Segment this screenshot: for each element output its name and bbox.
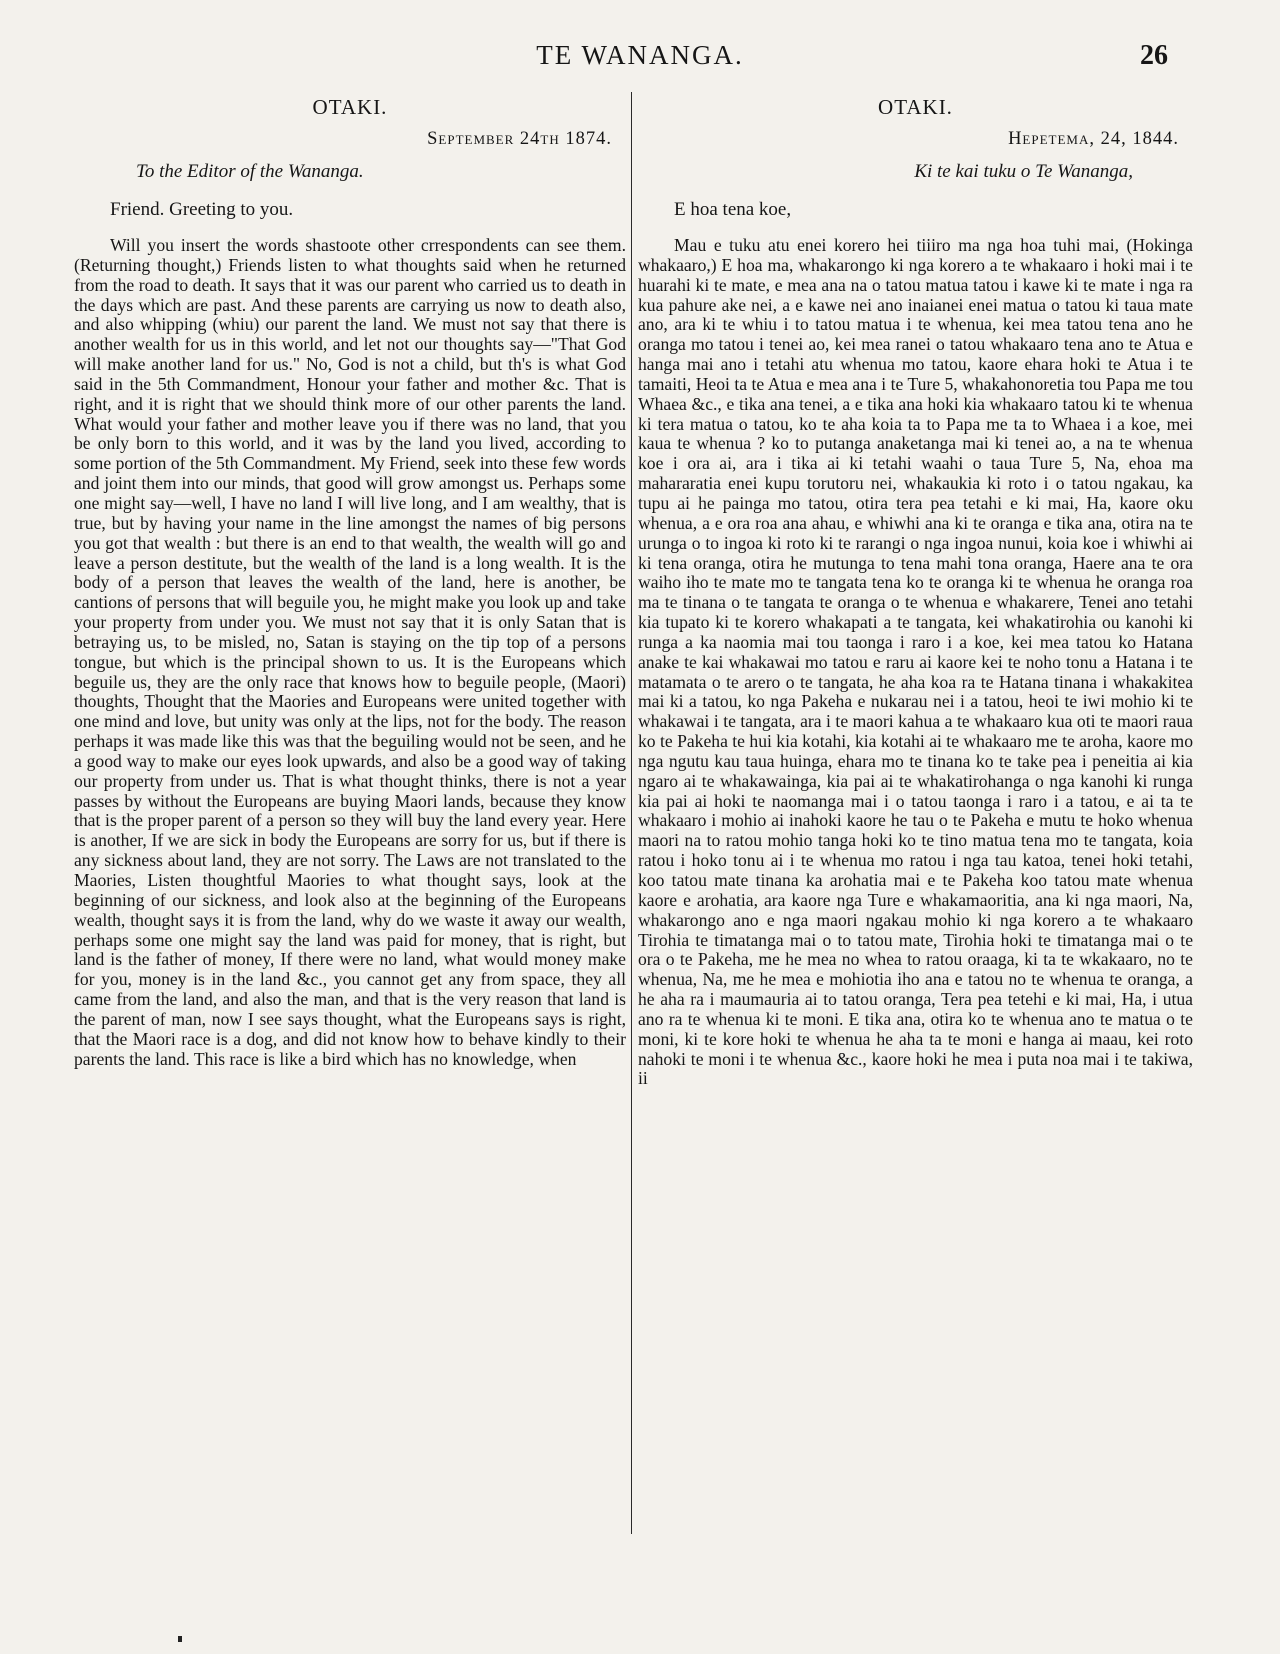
masthead	[0, 40, 1280, 80]
newspaper-title: TE WANANGA.	[536, 40, 744, 70]
ink-speck	[178, 1636, 182, 1642]
english-column	[74, 94, 626, 1069]
maori-heading: OTAKI.	[878, 95, 953, 119]
english-heading: OTAKI.	[312, 95, 388, 119]
english-dateline	[74, 130, 626, 156]
english-letter-body: Will you insert the words shastoote other crrespondents can see them. (Returning thought,) Friends listen to what thoughts said when he returned from the road to death. It says that it was our parent who carried us to death in the days which are past. And these parents are carrying us now to death also, and also whipping (whiu) our parent the land. We must not say that there is another wealth for us in this world, and let not our thoughts say—"That God will make another land for us." No, God is not a child, but th's is what God said in the 5th Commandment, Honour your father and mother &c. That is right, and it is right that we should think more of our other parents the land. What would your father and mother leave you if there was no land, that you be only born to this world, and it was by the land you lived, according to some portion of the 5th Commandment. My Friend, seek into these few words and joint them into our minds, that good will grow amongst us. Perhaps some one might say—well, I have no land I will live long, and I am wealthy, that is true, but by having your name in the line amongst the names of big persons you got that wealth : but there is an end to that wealth, the wealth will go and leave a person destitute, but the wealth of the land is a long wealth. It is the body of a person that leaves the wealth of the land, here is another, be cantions of persons that will beguile you, he might make you look up and take your property from under you. We must not say that it is only Satan that is betraying us, to be misled, no, Satan is staying on the tip top of a persons tongue, but which is the principal shown to us. It is the Europeans which beguile us, they are the only race that knows how to beguile people, (Maori) thoughts, Thought that the Maories and Europeans were united together with one mind and love, but unity was only at the lips, not for the body. The reason perhaps it was made like this was that the beguiling would not be seen, and he a good way to make our eyes look upwards, and also be a good way of taking our property from under us. That is what thought thinks, there is not a year passes by without the Europeans are buying Maori lands, because they know that is the proper parent of a person so they will buy the land every year. Here is another, If we are sick in body the Europeans are sorry for us, but if there is any sickness about land, they are not sorry. The Laws are not translated to the Maories, Listen thoughtful Maories to what thought says, look at the beginning of our sickness, and look also at the beginning of the Europeans wealth, thought says it is from the land, why do we waste it away our wealth, perhaps some one might say the land was paid for money, that is right, but land is the father of money, If there were no land, what would money make for you, money is in the land &c., you cannot get any from space, they all came from the land, and also the man, and that is the very reason that land is the parent of man, now I see says thought, what the Europeans says is right, that the Maori race is a dog, and did not know how to behave kindly to their parents the land. This race is like a bird which has no knowledge, when	[74, 235, 626, 1069]
english-greeting: Friend. Greeting to you.	[110, 199, 294, 220]
column-divider	[631, 92, 632, 1534]
maori-column	[638, 94, 1193, 1089]
english-address: To the Editor of the Wananga.	[136, 161, 364, 182]
page-number: 26	[1140, 40, 1168, 71]
maori-date-text: Hepetema, 24, 1844.	[1008, 129, 1179, 149]
maori-dateline	[638, 130, 1193, 156]
maori-greeting: E hoa tena koe,	[674, 199, 792, 220]
maori-address: Ki te kai tuku o Te Wananga,	[914, 161, 1133, 182]
maori-letter-body: Mau e tuku atu enei korero hei tiiiro ma nga hoa tuhi mai, (Hokinga whakaaro,) E hoa ma, whakarongo ki nga korero a te whakaaro i hoki mai i te huarahi ki te mate, e mea ana na o tatou matua tatou i kawe ki te mate i nga ra kua pahure ake nei, a e kawe nei ano inaianei enei matua o tatou ki taua mate ano, ara ki te whiu i to tatou matua i te whenua, kei mea tatou tena ano he oranga mo tatou i tenei ao, kei mea ranei o tatou whakaaro tena ano te Atua e hanga mai ano i tetahi atu whenua mo tatou, kaore ehara hoki te Atua i te tamaiti, Heoi ta te Atua e mea ana i te Ture 5, whakahonoretia tou Papa me tou Whaea &c., e tika ana tenei, a e tika ana hoki kia whakaaro tatou ki te whenua ki tera matua o tatou, ko te aha koia ta to Papa me ta to Whaea i a koe, mei kaua te whenua ? ko to putanga anaketanga mai ki tenei ao, a na te whenua koe i ora ai, ara i tika ai ki tetahi waahi o taua Ture 5, Na, ehoa ma mahararatia enei kupu torutoru nei, whakaukia ki roto i o tatou ngakau, ka tupu ai he painga mo tatou, otira tera pea tetahi e ki mai, Ha, kaore oku whenua, a e ora roa ana ahau, e whiwhi ana ki te oranga e tika ana, otira na te urunga o to ingoa ki roto ki te rarangi o nga ingoa nunui, koia koe i whiwhi ai ki tena oranga, otira he mutunga to tena mahi tona oranga, Haere ana te ora waiho iho te mate mo te tangata tena ko te oranga ki te whenua he oranga roa ma te tinana o te tangata te oranga o te whenua e whakarere, Tenei ano tetahi kia tupato ki te korero whakapati a te tangata, kei whakatirohia ou kanohi ki runga a ka naomia mai tou taonga i raro i a koe, kei mea tatou ko Hatana anake te kai whakawai mo tatou e raru ai kaore kei te noho tonu a Hatana i te matamata o te arero o te tangata, he aha koa ra te Hatana tinana i whakakitea mai ki a tatou, ko nga Pakeha e nukarau nei i a tatou, heoi te iwi mohio ki te whakawai i te tangata, ara i te maori kahua a te whakaaro kua oti te maori raua ko te Pakeha te hui kia kotahi, kia kotahi ai te whakaaro me te aroha, kaore mo nga ngutu kau taua huinga, ehara mo te tinana ko te take pea i peneitia ai kia ngaro ai te whakawainga, kia pai ai te whakatirohanga o nga kanohi ki runga kia pai ai hoki te naomanga mai i o tatou taonga i raro i a tatou, e ai ta te whakaaro i mohio ai inahoki kaore he tau o te Pakeha e mutu te hoko whenua maori na to ratou mohio tanga hoki ko te tino matua tena mo te tangata, koia ratou i hoko tonu ai i te whenua mo ratou i nga tau katoa, tenei hoki tetahi, koo tatou mate tinana ka arohatia mai e te Pakeha koo tatou mate whenua kaore e arohatia, ara kaore nga Ture e whakamaoritia, ana ki nga maori, Na, whakarongo ano e nga maori ngakau mohio ki nga korero a te whakaaro Tirohia te timatanga mai o to tatou mate, Tirohia hoki te timatanga mai o te ora o te Pakeha, me he mea no whea to ratou oraaga, ki ta te wkakaaro, no te whenua, Na, me he mea e mohiotia iho ana e tatou no te whenua te oranga, a he aha ra i maumauria ai to tatou oranga, Tera pea tetehi e ki mai, Ha, i utua ano ra te whenua ki te moni. E tika ana, otira ko te whenua ano te matua o te moni, ki te kore hoki te whenua he aha ta te moni e hanga ai maau, kei roto nahoki te moni i te whenua &c., kaore hoki he mea i puta noa mai i te takiwa, ii	[638, 235, 1193, 1089]
english-date-text: September 24th 1874.	[427, 129, 612, 149]
